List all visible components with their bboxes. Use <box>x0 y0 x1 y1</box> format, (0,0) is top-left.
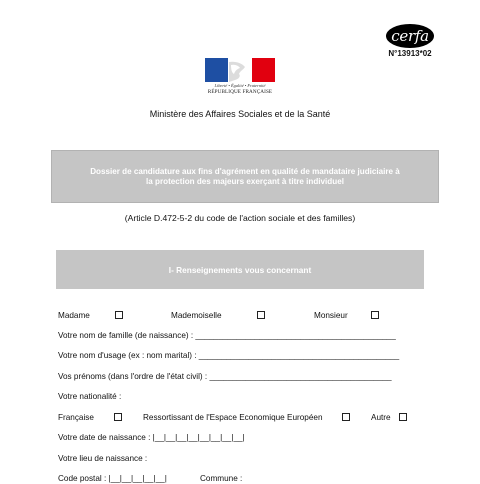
francaise-checkbox[interactable] <box>114 413 122 421</box>
cerfa-logo <box>386 24 434 48</box>
monsieur-label: Monsieur <box>314 311 348 320</box>
usage-name-field[interactable]: Votre nom d'usage (ex : nom marital) : ____________________________________________ <box>58 351 400 360</box>
marianne-logo <box>205 58 275 82</box>
madame-label: Madame <box>58 311 90 320</box>
document-title-line2: la protection des majeurs exerçant à titre individuel <box>146 176 344 186</box>
monsieur-checkbox[interactable] <box>371 311 379 319</box>
cerfa-logo-text: cerfa <box>391 27 429 45</box>
document-title-box <box>51 150 439 203</box>
francaise-label: Française <box>58 413 94 422</box>
birth-date-field[interactable]: Votre date de naissance : |__|__|__|__|__|__|__|__| <box>58 433 245 442</box>
mademoiselle-checkbox[interactable] <box>257 311 265 319</box>
madame-checkbox[interactable] <box>115 311 123 319</box>
republic-motto: Liberté • Égalité • Fraternité <box>214 83 266 88</box>
article-reference: (Article D.472-5-2 du code de l'action sociale et des familles) <box>124 213 356 223</box>
cerfa-number: N°13913*02 <box>388 49 432 58</box>
section-header <box>56 250 424 289</box>
postal-code-field[interactable]: Code postal : |__|__|__|__|__| <box>58 474 167 483</box>
ministry-name: Ministère des Affaires Sociales et de la Santé <box>149 109 331 119</box>
first-names-field[interactable]: Vos prénoms (dans l'ordre de l'état civil) : ________________________________________ <box>58 372 392 381</box>
birth-place-label: Votre lieu de naissance : <box>58 454 148 463</box>
republic-name: RÉPUBLIQUE FRANÇAISE <box>207 89 273 95</box>
autre-label: Autre <box>371 413 391 422</box>
mademoiselle-label: Mademoiselle <box>171 311 222 320</box>
document-title-line1: Dossier de candidature aux fins d'agrément en qualité de mandataire judiciaire à <box>90 166 400 176</box>
section-title: I- Renseignements vous concernant <box>168 264 312 275</box>
commune-field[interactable]: Commune : <box>200 474 243 483</box>
family-name-field[interactable]: Votre nom de famille (de naissance) : ____________________________________________ <box>58 331 396 340</box>
eee-checkbox[interactable] <box>342 413 350 421</box>
document-title <box>65 167 425 187</box>
autre-checkbox[interactable] <box>399 413 407 421</box>
eee-label: Ressortissant de l'Espace Economique Européen <box>143 413 323 422</box>
nationality-label: Votre nationalité : <box>58 392 122 401</box>
